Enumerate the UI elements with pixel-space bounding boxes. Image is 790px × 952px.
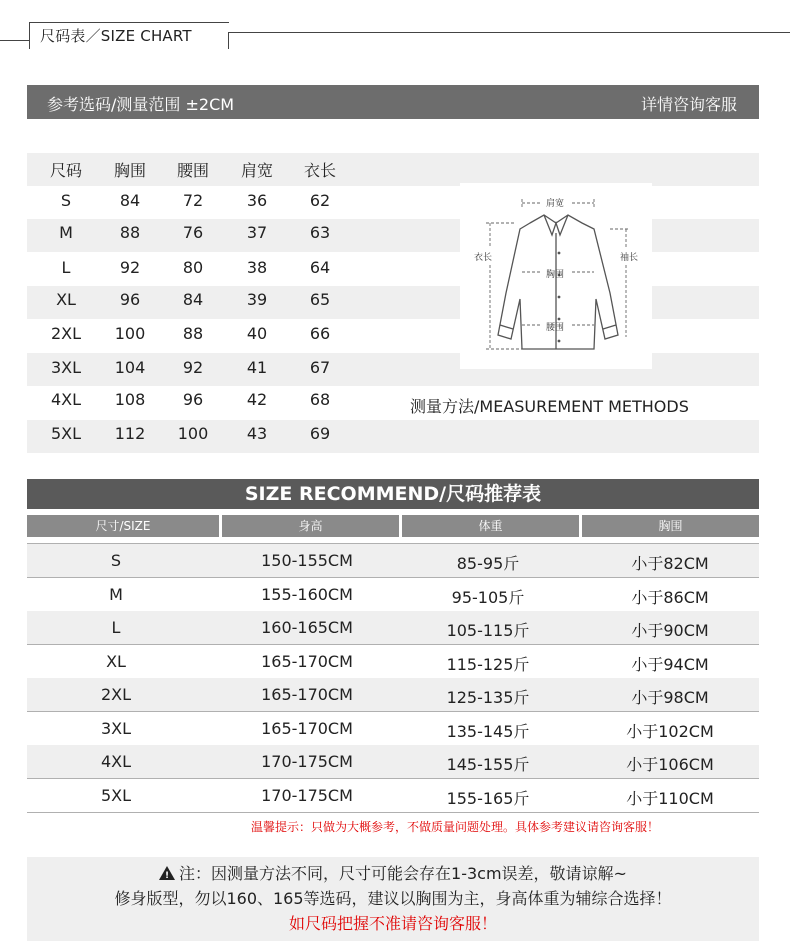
banner-right-text: 详情咨询客服 [640,95,737,114]
recommend-cell: 135-145斤 [446,722,530,741]
chart-cell: 100 [114,324,146,343]
recommend-cell: 165-170CM [261,685,353,704]
recommend-header-cell: 体重 [402,515,579,537]
recommend-cell: 小于102CM [626,722,714,741]
recommend-cell: 145-155斤 [446,755,530,774]
diagram-label-shoulder: 肩宽 [546,199,565,209]
recommend-cell: 160-165CM [261,618,353,637]
chart-cell: 100 [177,424,209,443]
chart-cell: 42 [246,390,268,409]
recommend-title: SIZE RECOMMEND/尺码推荐表 [27,479,759,509]
chart-cell: S [60,191,72,210]
chart-cell: 37 [246,223,268,242]
recommend-cell: 3XL [100,719,132,738]
recommend-cell: 170-175CM [261,752,353,771]
recommend-cell: 2XL [100,685,132,704]
recommend-cell: 小于110CM [626,789,714,808]
chart-cell: 43 [246,424,268,443]
chart-cell: 108 [114,390,146,409]
chart-cell: 96 [182,390,204,409]
note-line-1: 注：因测量方法不同，尺寸可能会存在1-3cm误差，敬请谅解~ [179,864,627,883]
note-line-3: 如尺码把握不准请咨询客服！ [288,914,497,933]
chart-cell: 96 [119,290,141,309]
chart-cell: 69 [309,424,331,443]
recommend-cell: S [110,551,122,570]
recommend-cell: 150-155CM [261,551,353,570]
recommend-cell: XL [106,652,126,671]
recommend-cell: L [111,618,121,637]
chart-header-cell: 尺码 [49,161,82,180]
measurement-diagram [460,183,652,369]
diagram-label-chest: 胸围 [546,270,565,280]
chart-cell: 76 [182,223,204,242]
chart-cell: 67 [309,358,331,377]
recommend-cell: 155-160CM [261,585,353,604]
recommend-cell: M [109,585,123,604]
chart-cell: 40 [246,324,268,343]
note-line-1-row [27,861,759,886]
recommend-cell: 小于94CM [631,655,709,674]
chart-cell: 68 [309,390,331,409]
warning-text: 温馨提示：只做为大概参考，不做质量问题处理。具体参考建议请咨询客服！ [251,820,660,834]
recommend-cell: 小于86CM [631,588,709,607]
chart-cell: 4XL [50,390,82,409]
chart-cell: 72 [182,191,204,210]
banner-left-text: 参考选码/测量范围 ±2CM [47,95,235,114]
chart-cell: 62 [309,191,331,210]
chart-cell: 66 [309,324,331,343]
recommend-cell: 165-170CM [261,652,353,671]
row-divider [27,812,759,813]
chart-cell: XL [56,290,76,309]
chart-header-cell: 肩宽 [240,161,273,180]
chart-cell: 112 [114,424,146,443]
note-line-2: 修身版型，勿以160、165等选码，建议以胸围为主，身高体重为辅综合选择！ [114,889,672,908]
chart-cell: 84 [119,191,141,210]
chart-header-cell: 腰围 [176,161,209,180]
chart-cell: 92 [182,358,204,377]
chart-cell: 39 [246,290,268,309]
chart-cell: 104 [114,358,146,377]
recommend-header-cell: 尺寸/SIZE [27,515,219,537]
chart-cell: L [61,258,71,277]
chart-cell: 65 [309,290,331,309]
chart-cell: 63 [309,223,331,242]
chart-cell: 2XL [50,324,82,343]
chart-cell: 88 [119,223,141,242]
reference-banner [27,85,759,119]
recommend-cell: 115-125斤 [446,655,530,674]
diagram-label-waist: 腰围 [546,323,565,333]
recommend-cell: 小于106CM [626,755,714,774]
recommend-cell: 85-95斤 [456,554,520,573]
note-box [27,857,759,941]
chart-cell: 5XL [50,424,82,443]
chart-cell: 41 [246,358,268,377]
chart-cell: 36 [246,191,268,210]
recommend-cell: 170-175CM [261,786,353,805]
recommend-cell: 155-165斤 [446,789,530,808]
chart-cell: 84 [182,290,204,309]
recommend-header-cell: 身高 [222,515,399,537]
row-divider [27,543,759,544]
recommend-cell: 小于90CM [631,621,709,640]
measurement-caption: 测量方法/MEASUREMENT METHODS [410,397,689,416]
recommend-cell: 小于82CM [631,554,709,573]
recommend-cell: 4XL [100,752,132,771]
diagram-label-sleeve: 袖长 [620,253,639,263]
chart-header-cell: 胸围 [113,161,146,180]
recommend-header-cell: 胸围 [582,515,759,537]
chart-cell: 88 [182,324,204,343]
recommend-cell: 125-135斤 [446,688,530,707]
chart-header-cell: 衣长 [303,161,336,180]
recommend-cell: 105-115斤 [446,621,530,640]
recommend-cell: 5XL [100,786,132,805]
chart-cell: 80 [182,258,204,277]
warning-icon: ! [159,861,179,886]
chart-cell: 64 [309,258,331,277]
recommend-cell: 95-105斤 [451,588,525,607]
page-title: 尺码表／SIZE CHART [40,27,192,45]
diagram-label-length: 衣长 [474,253,493,263]
recommend-cell: 小于98CM [631,688,709,707]
chart-cell: 3XL [50,358,82,377]
header-rule-left [0,40,30,41]
recommend-cell: 165-170CM [261,719,353,738]
chart-cell: 92 [119,258,141,277]
chart-cell: M [59,223,73,242]
header-rule-right [228,32,790,33]
chart-cell: 38 [246,258,268,277]
